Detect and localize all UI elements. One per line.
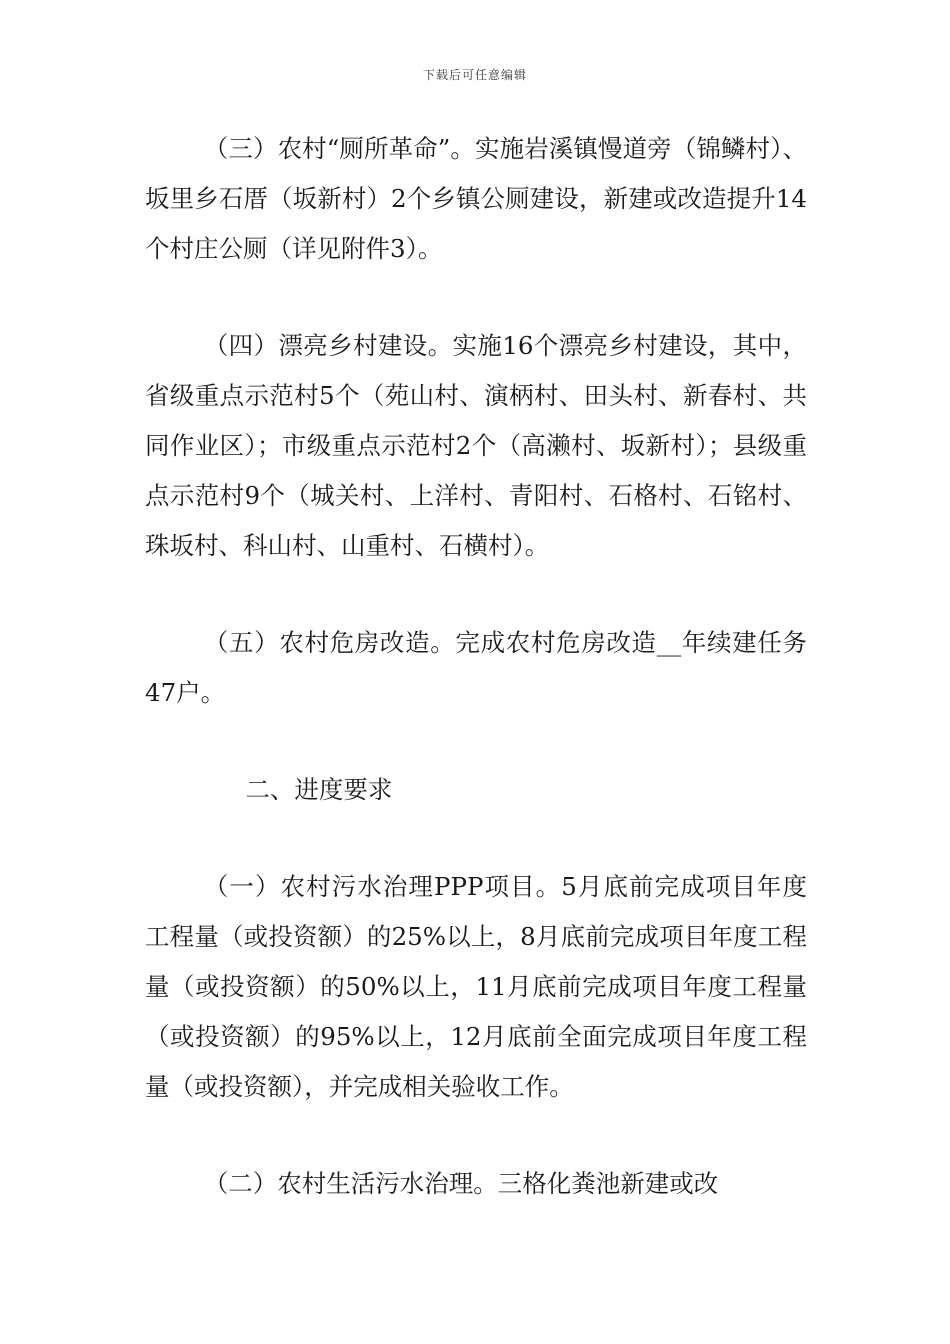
paragraph-toilet-revolution: （三）农村“厕所革命”。实施岩溪镇慢道旁（锦鳞村）、坂里乡石厝（坂新村）2个乡镇公厕建设，新建或改造提升14个村庄公厕（详见附件3）。 bbox=[145, 134, 807, 263]
paragraph-sewage-treatment: （二）农村生活污水治理。三格化粪池新建或改 bbox=[203, 1169, 719, 1198]
paragraph-ppp-project: （一）农村污水治理PPP项目。5月底前完成项目年度工程量（或投资额）的25%以上，8月底前完成项目年度工程量（或投资额）的50%以上，11月底前完成项目年度工程量（或投资额）的95%以上，12月底前全面完成项目年度工程量（或投资额），并完成相关验收工作。 bbox=[145, 872, 807, 1101]
section-heading-progress: 二、进度要求 bbox=[245, 775, 393, 804]
document-body bbox=[145, 124, 807, 1256]
paragraph-dangerous-housing: （五）农村危房改造。完成农村危房改造__年续建任务47户。 bbox=[145, 628, 807, 707]
paragraph-beautiful-village: （四）漂亮乡村建设。实施16个漂亮乡村建设，其中，省级重点示范村5个（苑山村、演柄村、田头村、新春村、共同作业区）；市级重点示范村2个（高濑村、坂新村）；县级重点示范村9个（城关村、上洋村、青阳村、石格村、石铭村、珠坂村、科山村、山重村、石横村）。 bbox=[145, 331, 807, 560]
page-header-note: 下载后可任意编辑 bbox=[422, 68, 527, 82]
